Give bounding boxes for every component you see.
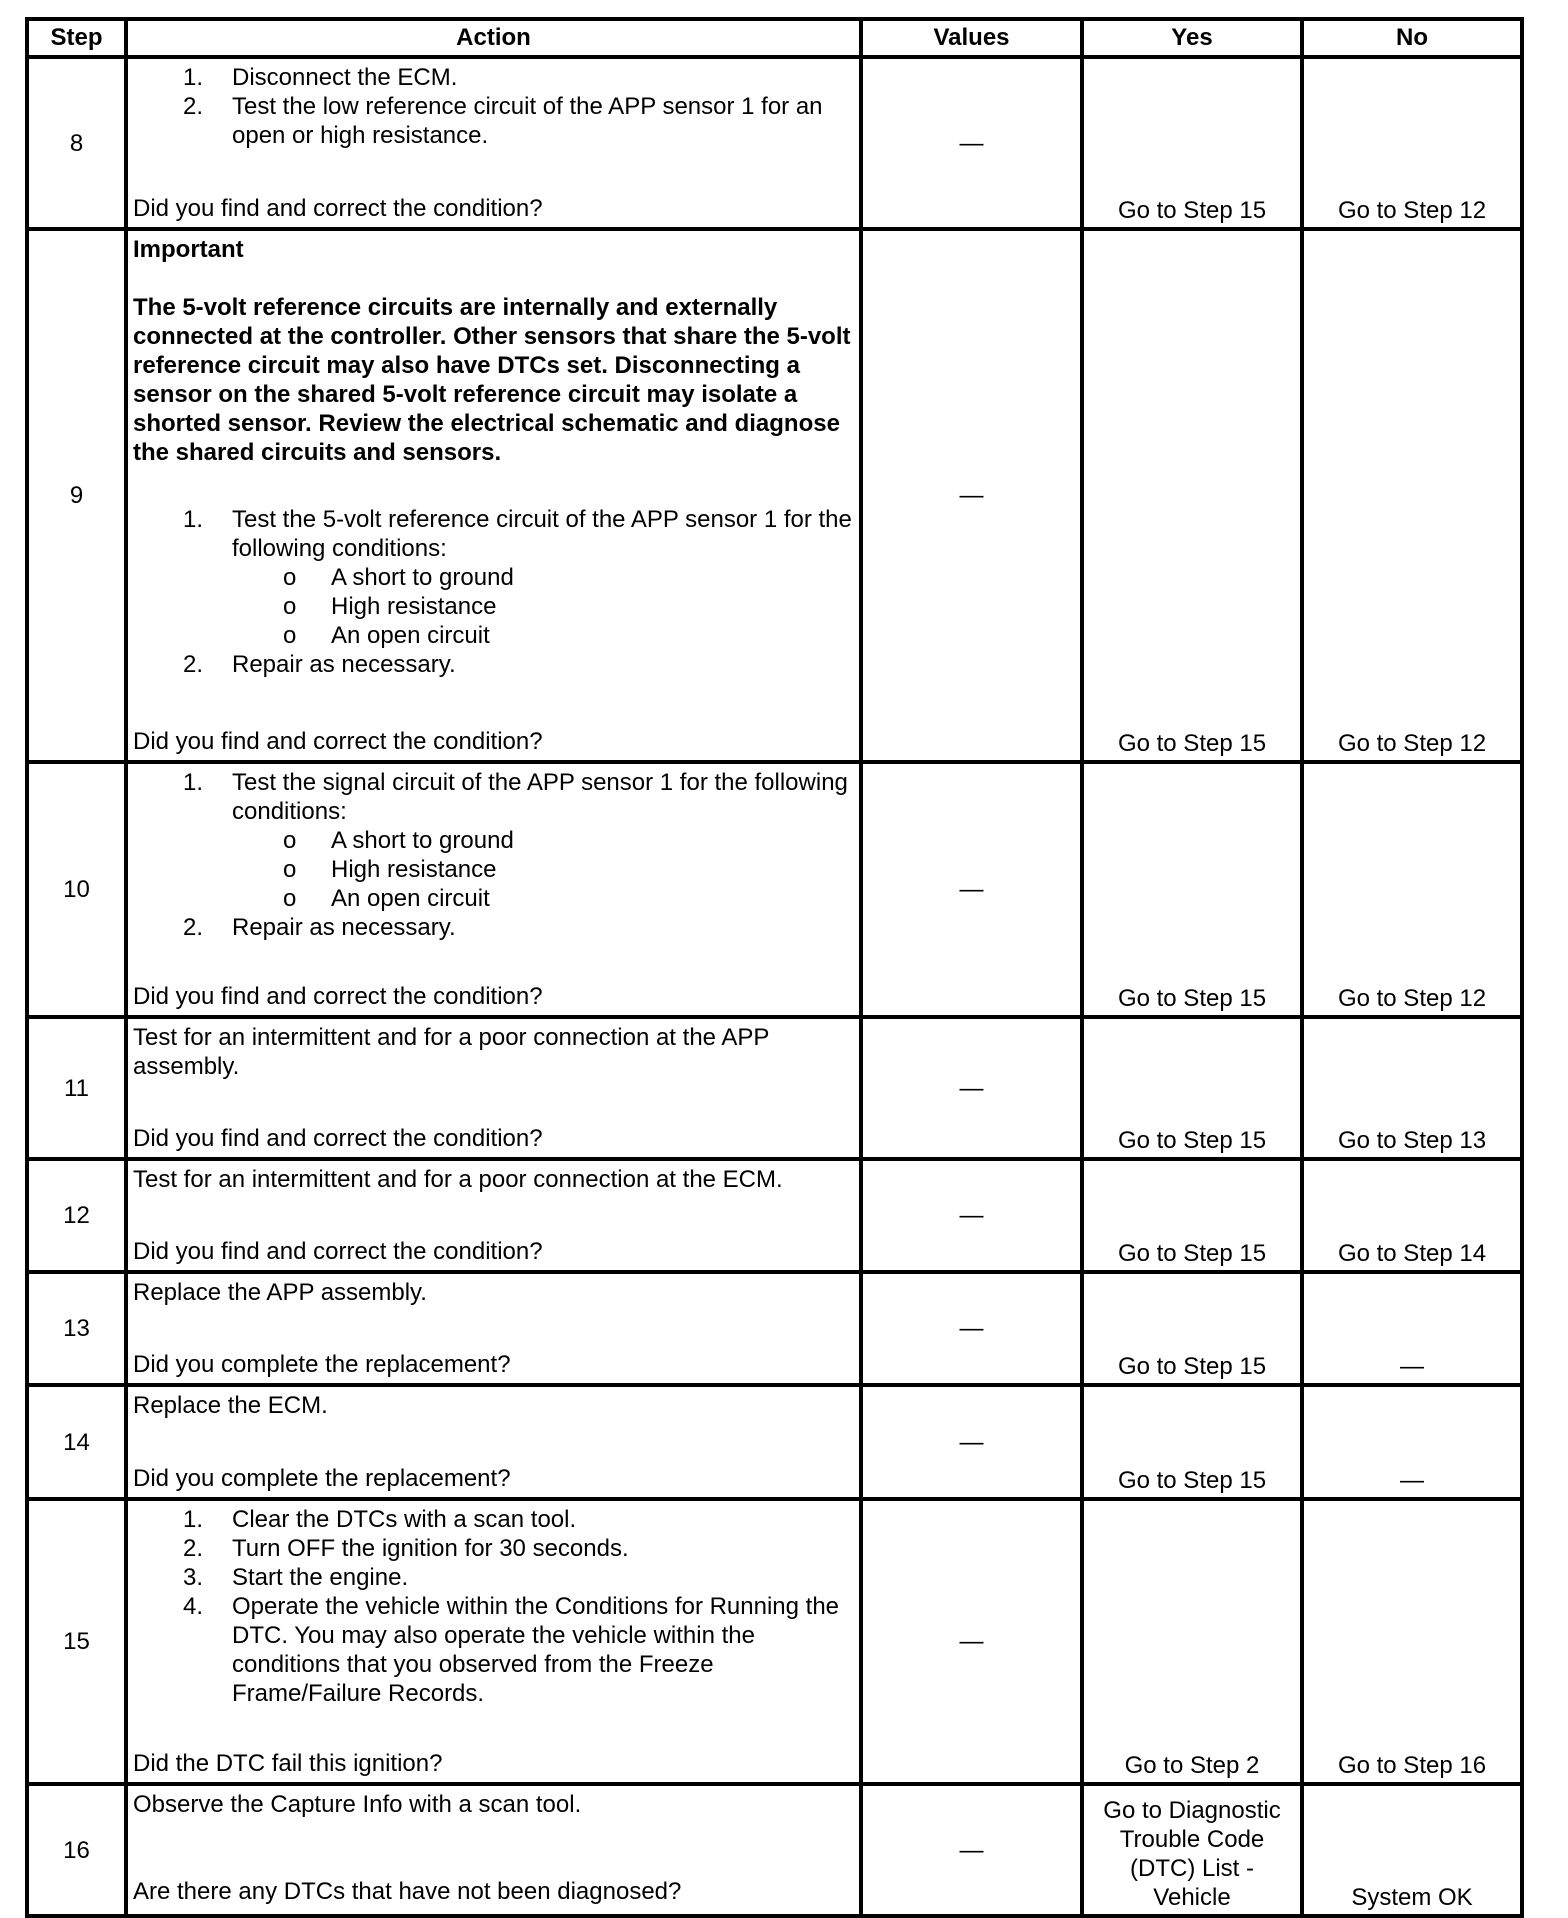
question-text: Did you find and correct the condition? <box>133 195 543 222</box>
yes-cell: Go to Step 15 <box>1082 1159 1302 1272</box>
action-cell <box>126 1784 861 1916</box>
list-item: 2. Turn OFF the ignition for 30 seconds. <box>183 1535 629 1562</box>
table-row <box>27 1784 1522 1916</box>
table-row <box>27 229 1522 762</box>
no-cell: System OK <box>1302 1784 1522 1916</box>
yes-cell: Go to Step 15 <box>1082 57 1302 229</box>
action-list <box>133 505 855 563</box>
no-cell: — <box>1302 1385 1522 1499</box>
no-cell: Go to Step 16 <box>1302 1499 1522 1784</box>
no-cell: — <box>1302 1272 1522 1385</box>
action-list <box>133 768 855 826</box>
list-item: 1. Test the 5-volt reference circuit of the APP sensor 1 for the following conditions: <box>183 506 852 562</box>
action-text: Replace the APP assembly. <box>133 1279 427 1306</box>
values-cell: — <box>861 1784 1082 1916</box>
question-text: Did you find and correct the condition? <box>133 983 543 1010</box>
step-number: 13 <box>27 1272 126 1385</box>
header-values: Values <box>861 19 1082 57</box>
yes-cell: Go to Step 15 <box>1082 762 1302 1017</box>
list-item: o An open circuit <box>283 885 490 912</box>
yes-cell: Go to Step 15 <box>1082 1272 1302 1385</box>
no-cell: Go to Step 12 <box>1302 762 1522 1017</box>
action-list <box>133 1505 855 1708</box>
step-number: 14 <box>27 1385 126 1499</box>
action-text: Observe the Capture Info with a scan tool. <box>133 1791 582 1818</box>
values-cell: — <box>861 762 1082 1017</box>
action-list <box>133 650 855 679</box>
action-cell <box>126 229 861 762</box>
action-text: Test for an intermittent and for a poor connection at the APP assembly. <box>133 1024 769 1080</box>
question-text: Did you complete the replacement? <box>133 1465 511 1492</box>
question-text: Did you complete the replacement? <box>133 1351 511 1378</box>
no-cell: Go to Step 13 <box>1302 1017 1522 1159</box>
values-cell: — <box>861 1272 1082 1385</box>
step-number: 10 <box>27 762 126 1017</box>
list-item: o High resistance <box>283 856 497 883</box>
yes-cell: Go to Step 15 <box>1082 1385 1302 1499</box>
action-cell <box>126 1159 861 1272</box>
header-yes: Yes <box>1082 19 1302 57</box>
step-number: 12 <box>27 1159 126 1272</box>
table-row <box>27 1385 1522 1499</box>
table-row <box>27 57 1522 229</box>
action-cell <box>126 1272 861 1385</box>
list-item: 1. Clear the DTCs with a scan tool. <box>183 1506 577 1533</box>
list-item: 1. Test the signal circuit of the APP sensor 1 for the following conditions: <box>183 769 848 825</box>
table-row <box>27 762 1522 1017</box>
question-text: Did the DTC fail this ignition? <box>133 1750 443 1777</box>
action-cell <box>126 1385 861 1499</box>
yes-cell: Go to Step 2 <box>1082 1499 1302 1784</box>
table-row <box>27 1159 1522 1272</box>
table-row <box>27 1499 1522 1784</box>
table-row <box>27 1017 1522 1159</box>
list-item: o High resistance <box>283 593 497 620</box>
no-cell: Go to Step 12 <box>1302 57 1522 229</box>
list-item: o An open circuit <box>283 622 490 649</box>
important-title: Important <box>133 236 244 263</box>
step-number: 8 <box>27 57 126 229</box>
list-item: o A short to ground <box>283 564 514 591</box>
list-item: 2. Repair as necessary. <box>183 651 456 678</box>
yes-cell: Go to Step 15 <box>1082 229 1302 762</box>
question-text: Did you find and correct the condition? <box>133 728 543 755</box>
values-cell: — <box>861 1499 1082 1784</box>
header-no: No <box>1302 19 1522 57</box>
question-text: Are there any DTCs that have not been diagnosed? <box>133 1878 682 1905</box>
action-list <box>133 913 855 942</box>
header-action: Action <box>126 19 861 57</box>
action-cell <box>126 57 861 229</box>
list-item: 2. Repair as necessary. <box>183 914 456 941</box>
table-row <box>27 1272 1522 1385</box>
step-number: 9 <box>27 229 126 762</box>
values-cell: — <box>861 57 1082 229</box>
condition-list <box>133 563 855 650</box>
question-text: Did you find and correct the condition? <box>133 1238 543 1265</box>
values-cell: — <box>861 1159 1082 1272</box>
step-number: 11 <box>27 1017 126 1159</box>
yes-cell: Go to Diagnostic Trouble Code (DTC) List - Vehicle <box>1082 1784 1302 1916</box>
values-cell: — <box>861 1385 1082 1499</box>
important-note: The 5-volt reference circuits are internally and externally connected at the controller. Other sensors that share the 5-volt reference circuit may also have DTCs set. Disconnecting a sensor on the shared 5-volt reference circuit may isolate a shorted sensor. Review the electrical schematic and diagnose the shared circuits and sensors. <box>133 294 851 466</box>
header-row <box>27 19 1522 57</box>
list-item: 3. Start the engine. <box>183 1564 409 1591</box>
yes-cell: Go to Step 15 <box>1082 1017 1302 1159</box>
action-cell <box>126 762 861 1017</box>
no-cell: Go to Step 14 <box>1302 1159 1522 1272</box>
diagnostic-table <box>25 17 1524 1918</box>
question-text: Did you find and correct the condition? <box>133 1125 543 1152</box>
diagnostic-table-page <box>25 17 1520 1918</box>
values-cell: — <box>861 229 1082 762</box>
header-step: Step <box>27 19 126 57</box>
action-text: Test for an intermittent and for a poor connection at the ECM. <box>133 1166 783 1193</box>
no-cell: Go to Step 12 <box>1302 229 1522 762</box>
step-number: 16 <box>27 1784 126 1916</box>
action-cell <box>126 1499 861 1784</box>
list-item: 4. Operate the vehicle within the Conditions for Running the DTC. You may also operate the vehicle within the conditions that you observed from the Freeze Frame/Failure Records. <box>183 1593 840 1707</box>
action-list <box>133 63 855 150</box>
step-number: 15 <box>27 1499 126 1784</box>
action-text: Replace the ECM. <box>133 1392 328 1419</box>
list-item: 1. Disconnect the ECM. <box>183 64 458 91</box>
action-cell <box>126 1017 861 1159</box>
list-item: o A short to ground <box>283 827 514 854</box>
values-cell: — <box>861 1017 1082 1159</box>
list-item: 2. Test the low reference circuit of the APP sensor 1 for an open or high resistance. <box>183 93 823 149</box>
condition-list <box>133 826 855 913</box>
